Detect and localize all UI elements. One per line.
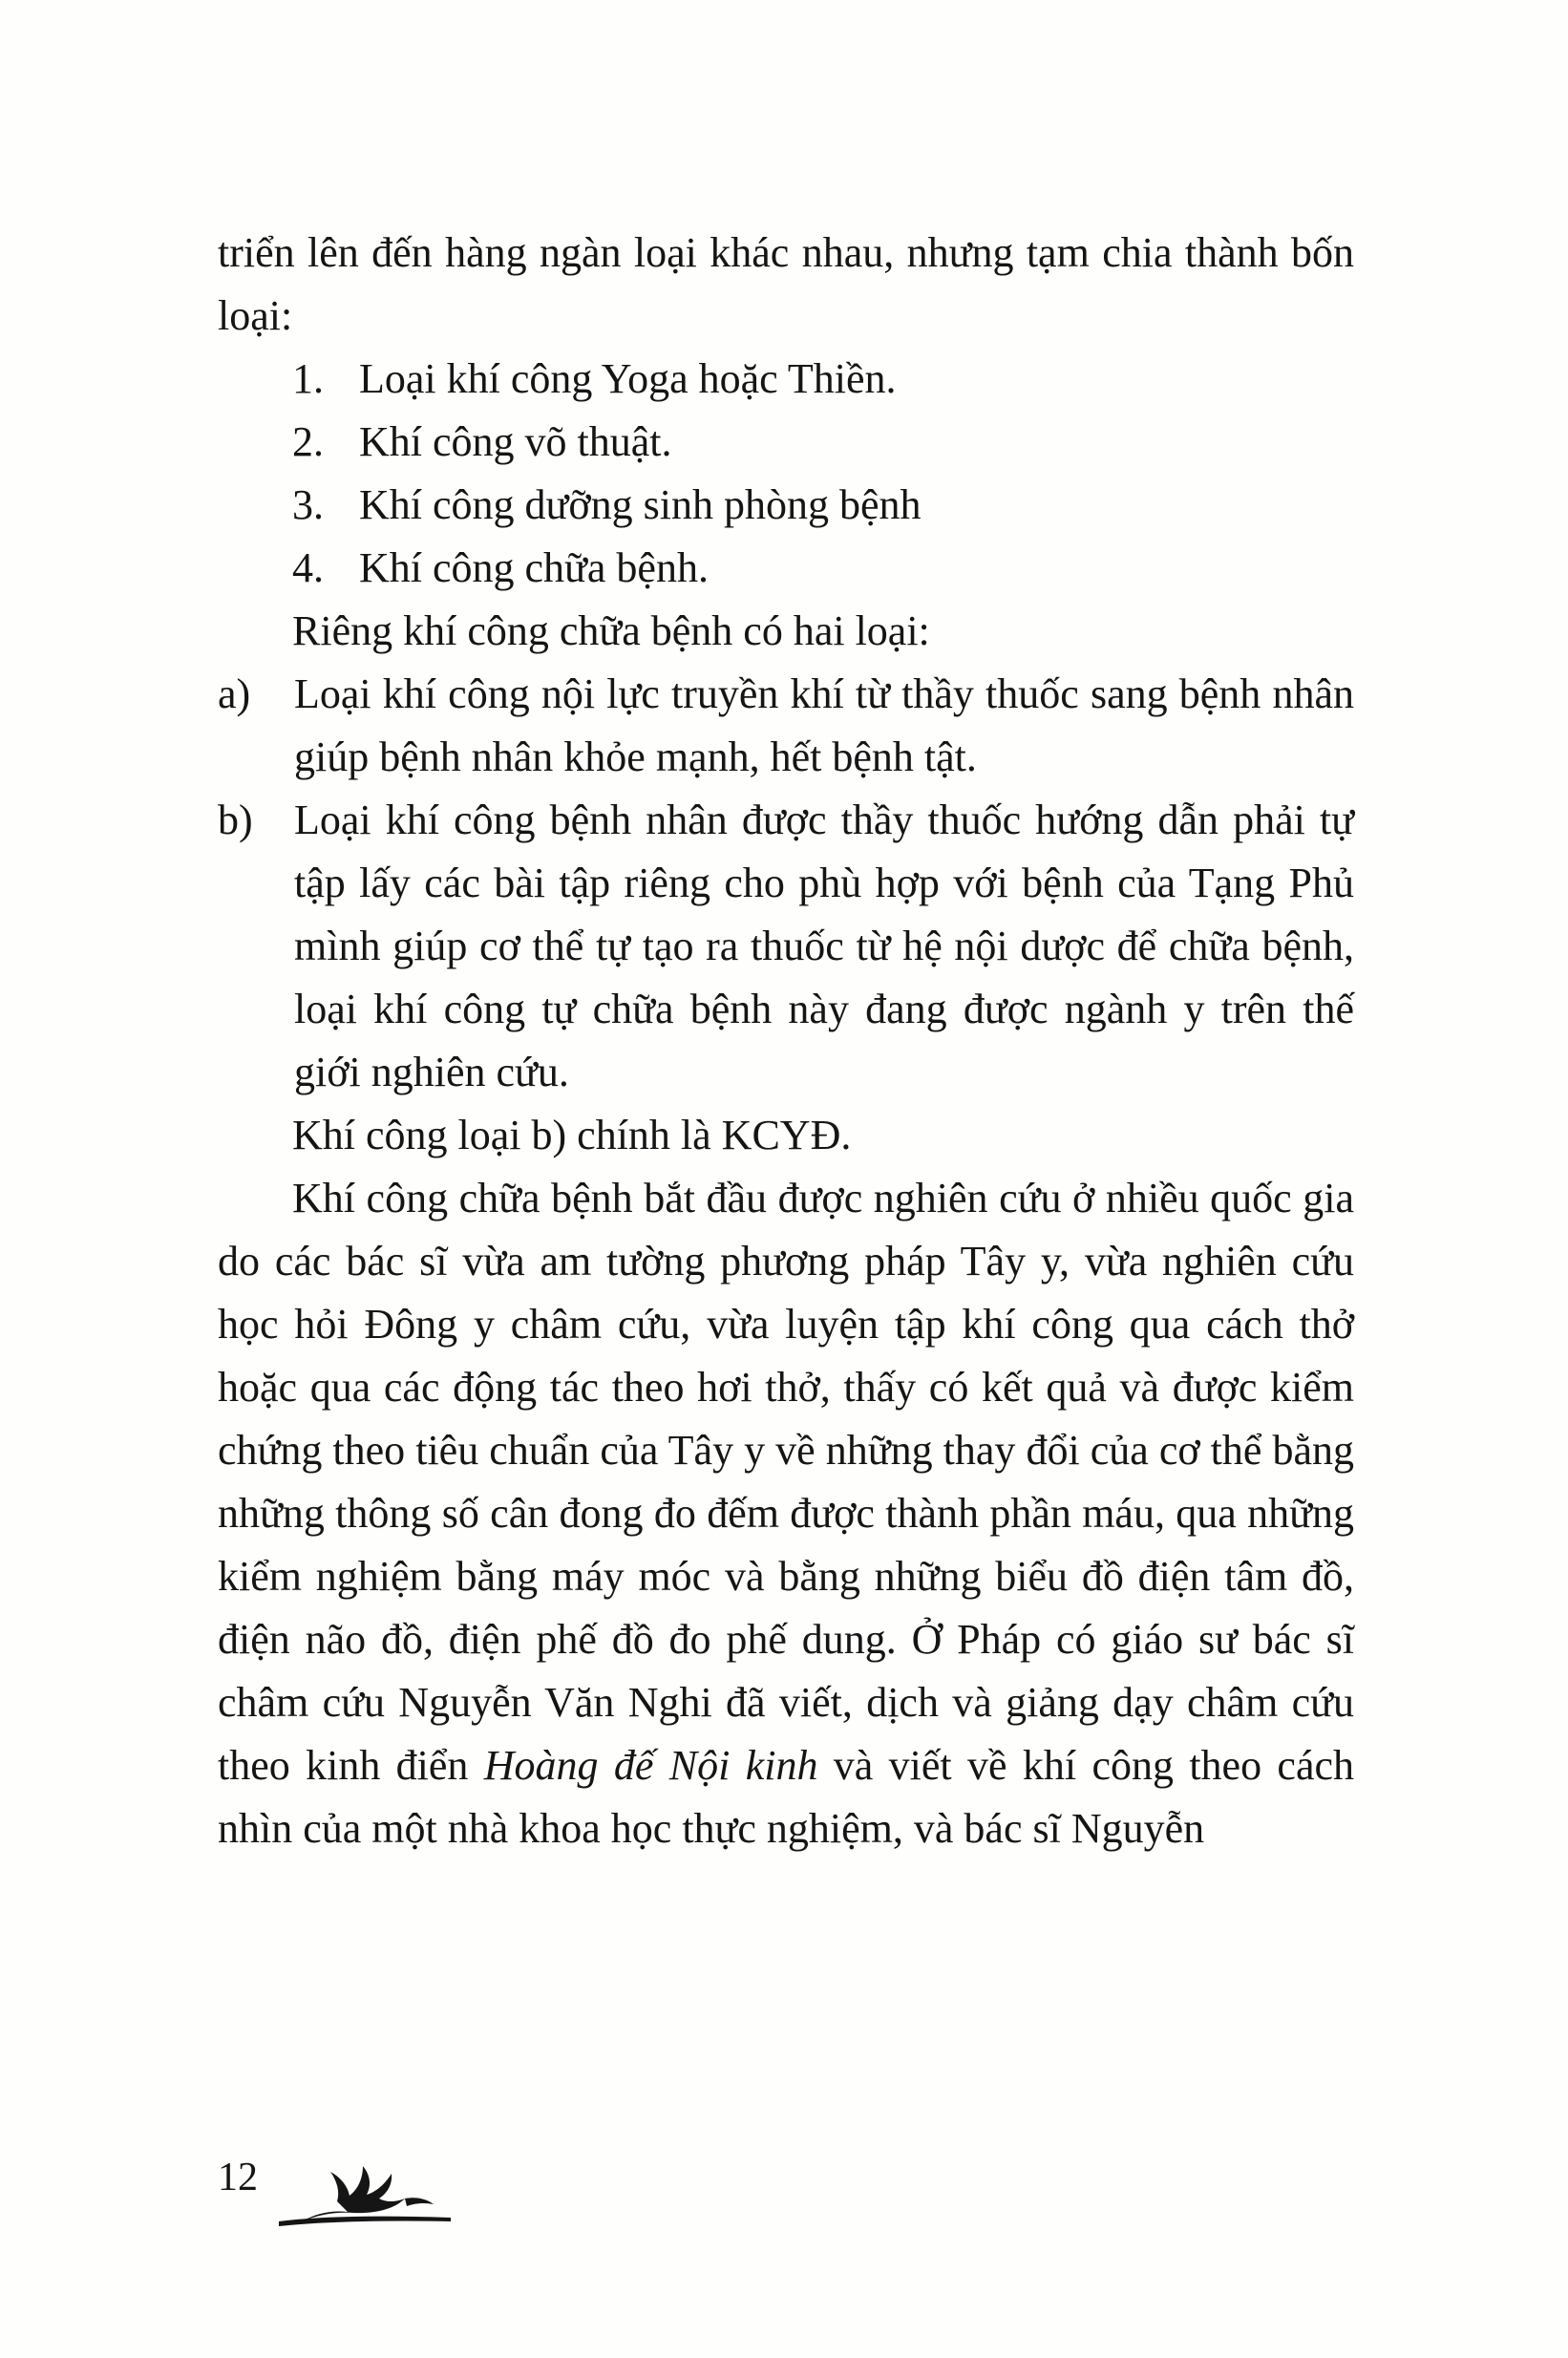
page-footer xyxy=(218,2147,600,2233)
list-marker: a) xyxy=(218,670,251,717)
paragraph-rieng: Riêng khí công chữa bệnh có hai loại: xyxy=(292,607,930,654)
page-number: 12 xyxy=(218,2156,258,2199)
book-title-italic: Hoàng đế Nội kinh xyxy=(483,1742,818,1789)
list-item-2 xyxy=(292,411,1354,474)
list-marker: b) xyxy=(218,797,253,843)
list-marker: 3. xyxy=(292,481,324,528)
list-marker: 1. xyxy=(292,355,324,402)
list-marker: 4. xyxy=(292,544,324,591)
list-item-text: Khí công chữa bệnh. xyxy=(359,544,709,591)
paragraph-text: và viết về khí công theo cách nhìn của một nhà khoa học thực nghiệm, và bác sĩ Nguyễn xyxy=(218,1742,1355,1852)
list-item-b xyxy=(218,789,1354,1104)
list-item-a xyxy=(218,663,1354,789)
paragraph-intro: triển lên đến hàng ngàn loại khác nhau, nhưng tạm chia thành bốn loại: xyxy=(218,229,1354,339)
text-block xyxy=(218,222,1354,1860)
list-item-text: Loại khí công Yoga hoặc Thiền. xyxy=(359,355,897,402)
list-item-text: Khí công võ thuật. xyxy=(359,418,672,465)
list-item-1 xyxy=(292,348,1354,411)
list-item-4 xyxy=(292,537,1354,600)
paragraph-text: Khí công chữa bệnh bắt đầu được nghiên cứu ở nhiều quốc gia do các bác sĩ vừa am tường phương pháp Tây y, vừa nghiên cứu học hỏi Đông y châm cứu, vừa luyện tập khí công qua cách thở hoặc qua các động tác theo hơi thở, thấy có kết quả và được kiểm chứng theo tiêu chuẩn của Tây y về những thay đổi của cơ thể bằng những thông số cân đong đo đếm được thành phần máu, qua những kiểm nghiệm bằng máy móc và bằng những biểu đồ điện tâm đồ, điện não đồ, điện phế đồ đo phế dung. Ở Pháp có giáo sư bác sĩ châm cứu Nguyễn Văn Nghi đã viết, dịch và giảng dạy châm cứu theo kinh điển xyxy=(218,1175,1354,1789)
list-item-text: Khí công dưỡng sinh phòng bệnh xyxy=(359,481,922,528)
list-item-text: Loại khí công nội lực truyền khí từ thầy thuốc sang bệnh nhân giúp bệnh nhân khỏe mạnh, hết bệnh tật. xyxy=(294,670,1354,780)
list-item-3 xyxy=(292,474,1354,537)
paragraph-kcyd: Khí công loại b) chính là KCYĐ. xyxy=(292,1112,852,1158)
list-marker: 2. xyxy=(292,418,324,465)
paragraph-final xyxy=(218,1167,1354,1860)
list-item-text: Loại khí công bệnh nhân được thầy thuốc hướng dẫn phải tự tập lấy các bài tập riêng cho phù hợp với bệnh của Tạng Phủ mình giúp cơ thể tự tạo ra thuốc từ hệ nội dược để chữa bệnh, loại khí công tự chữa bệnh này đang được ngành y trên thế giới nghiên cứu. xyxy=(294,797,1354,1095)
bird-ink-illustration-icon xyxy=(273,2162,464,2239)
